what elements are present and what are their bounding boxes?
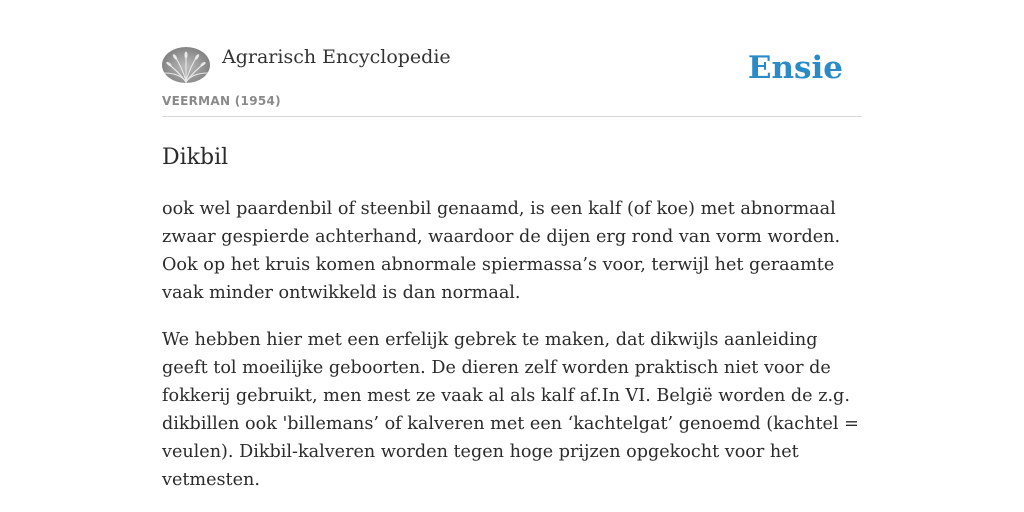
article-paragraph-2: We hebben hier met een erfelijk gebrek te maken, dat dikwijls aanleiding geeft tol moeilijke geboorten. De dieren zelf worden praktisch niet voor de fokkerij gebruikt, men mest ze vaak al als kalf af.In VI. België worden de z.g. dikbillen ook 'billemans’ of kalveren met een ‘kachtelgat’ genoemd (kachtel = veulen). Dikbil-kalveren worden tegen hoge prijzen opgekocht voor het vetmesten. (162, 330, 859, 490)
article-card (162, 0, 862, 494)
article-header (162, 0, 862, 117)
source-author-year: VEERMAN (1954) (162, 94, 281, 108)
encyclopedia-name[interactable]: Agrarisch Encyclopedie (222, 46, 451, 68)
wheat-sheaf-logo-icon[interactable] (162, 47, 210, 83)
article-paragraph-1: ook wel paardenbil of steenbil genaamd, is een kalf (of koe) met abnormaal zwaar gespierde achterhand, waardoor de dijen erg rond van vorm worden. Ook op het kruis komen abnormale spiermassa’s voor, terwijl het geraamte vaak minder ontwikkeld is dan normaal. (162, 199, 841, 303)
ensie-brand-logo[interactable]: Ensie (747, 50, 843, 86)
article-title: Dikbil (162, 145, 229, 170)
